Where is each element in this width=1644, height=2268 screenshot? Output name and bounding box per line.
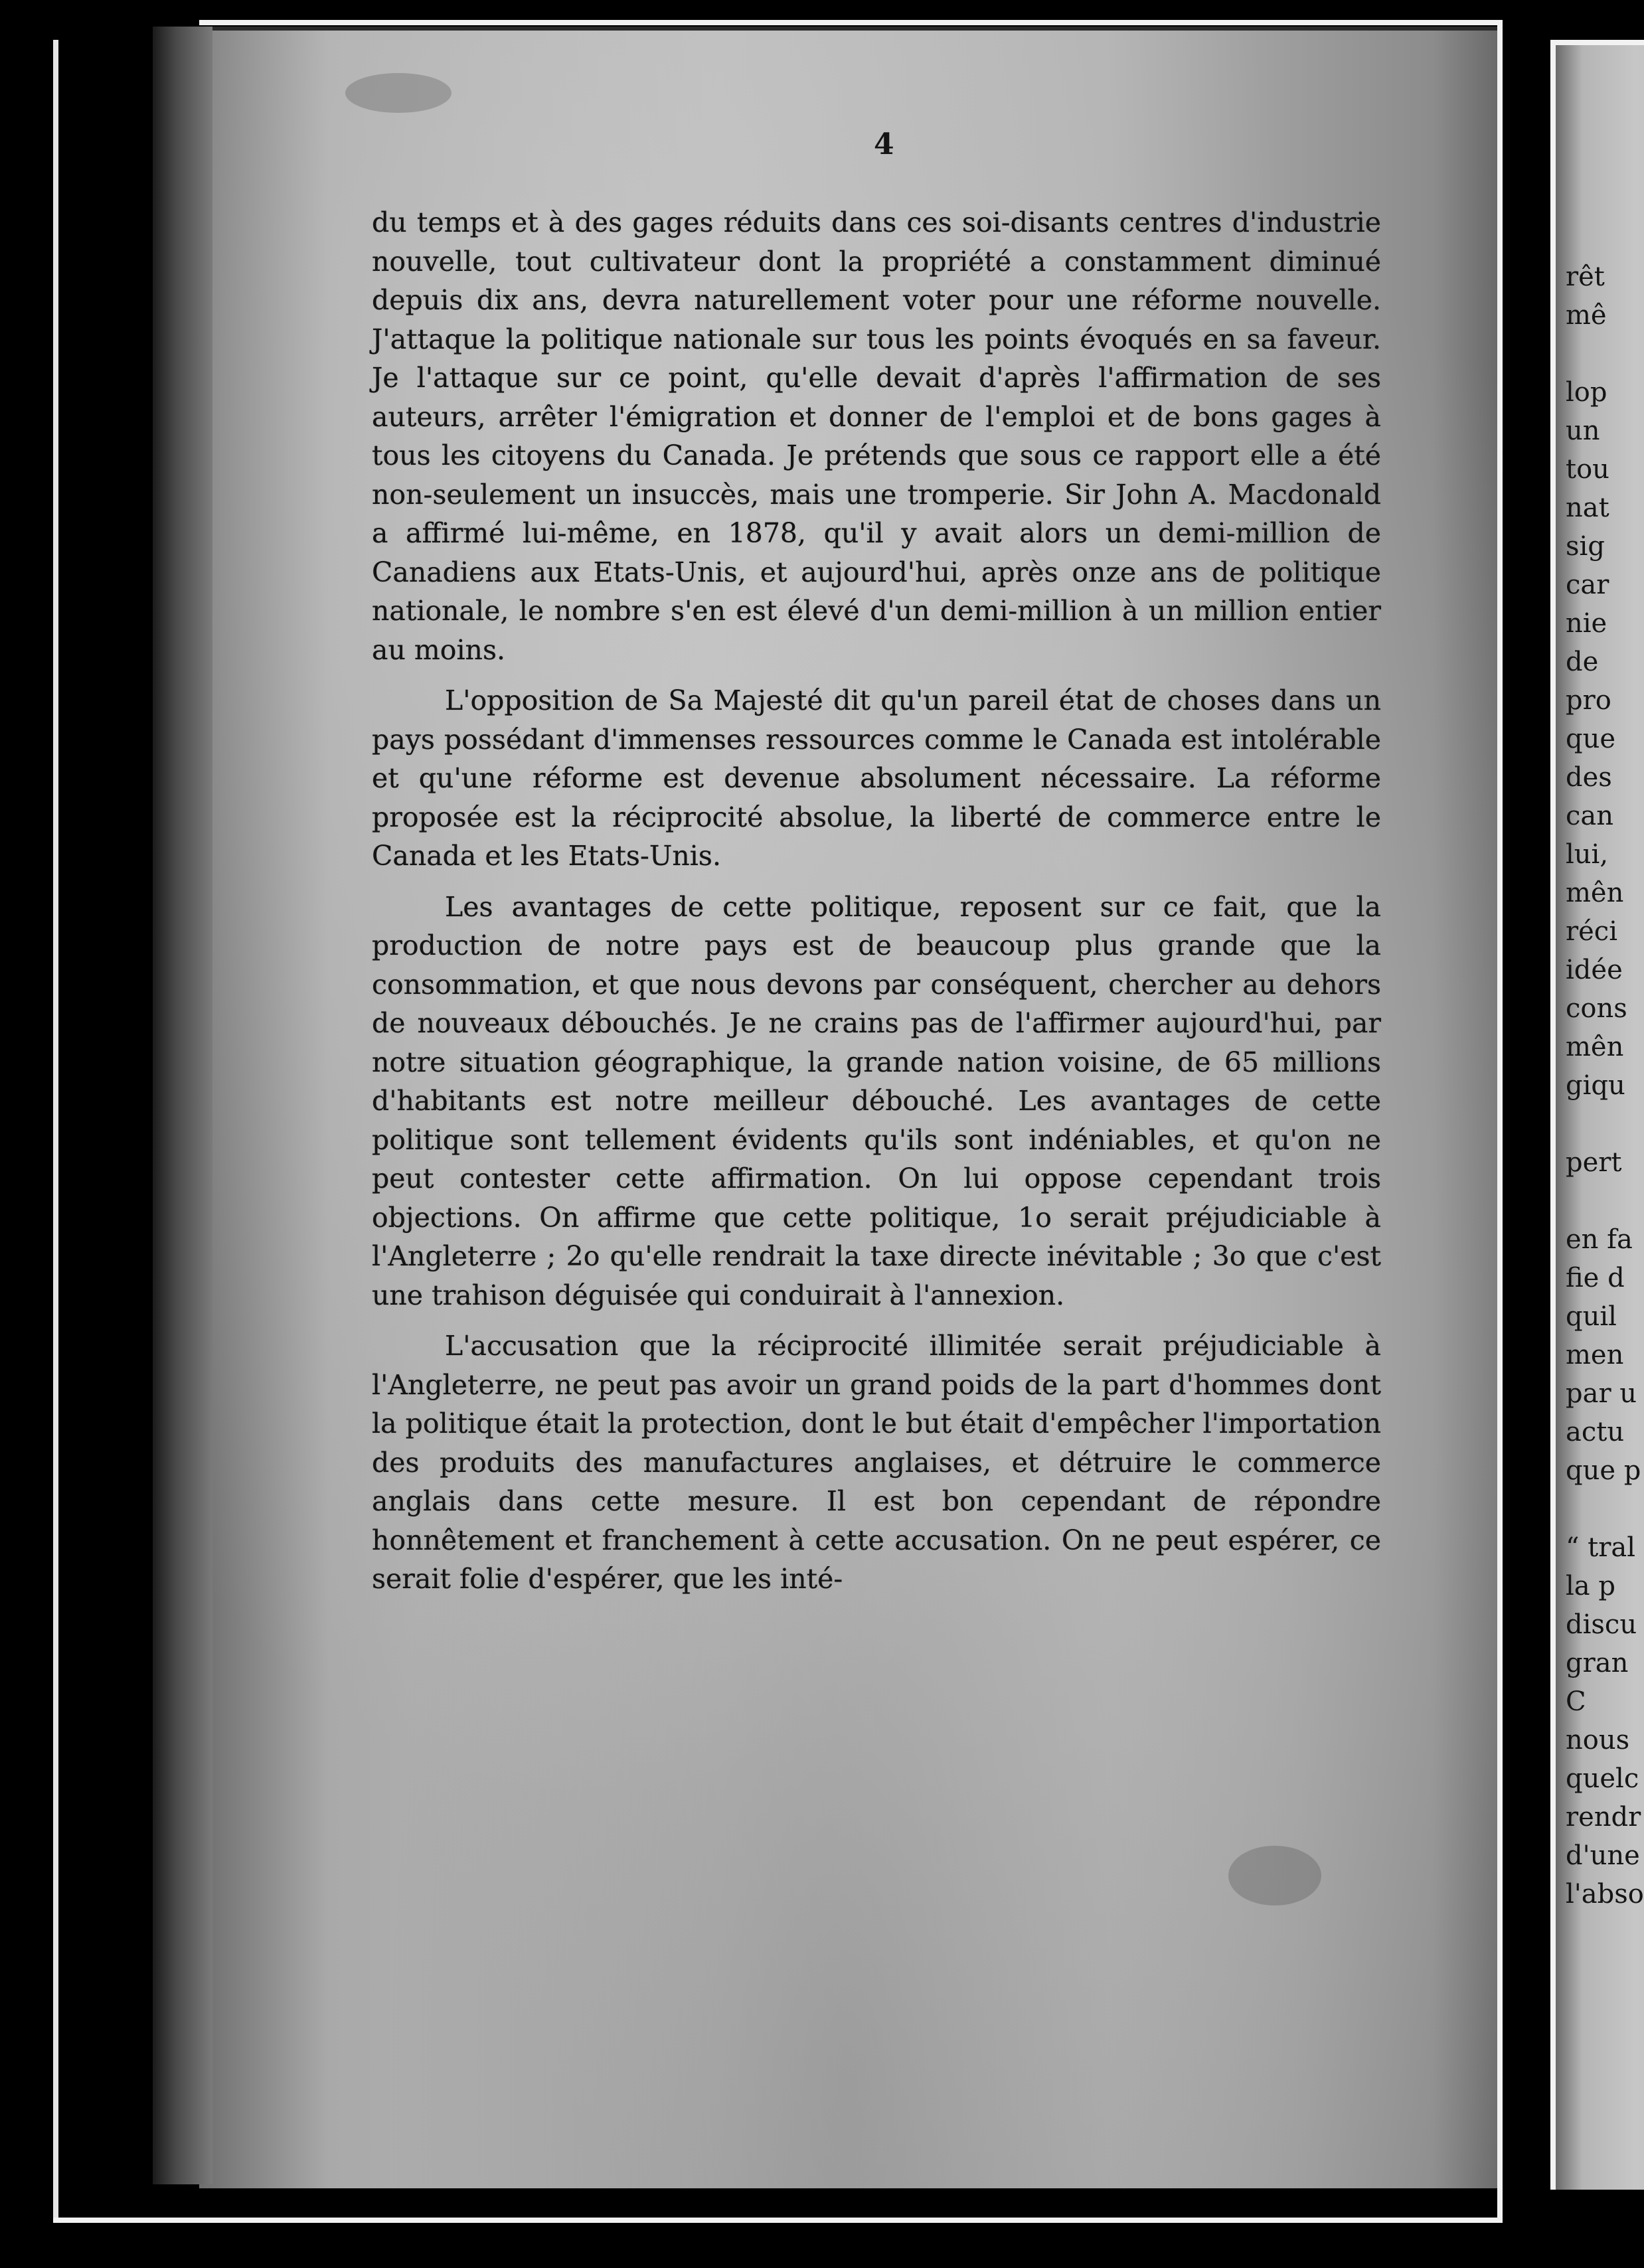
paragraph-3: Les avantages de cette politique, reposent sur ce fait, que la production de notre pays est de beaucoup plus grande que la consommation, et que nous devons par conséquent, chercher au dehors de nouveaux débouchés. Je ne crains pas de l'affirmer aujourd'hui, par notre situation géographique, la grande nation voisine, de 65 millions d'habitants est notre meilleur débouché. Les avantages de cette politique sont tellement évidents qu'ils sont indéniables, et qu'on ne peut contester cette affirmation. On lui oppose cependant trois objections. On affirme que cette politique, 1o serait préjudiciable à l'Angleterre ; 2o qu'elle rendrait la taxe directe inévitable ; 3o que c'est une trahison déguisée qui conduirait à l'annexion. bbox=[372, 890, 1381, 1311]
paragraph-1: du temps et à des gages réduits dans ces soi-disants centres d'industrie nouvelle, tout cultivateur dont la propriété a constamment diminué depuis dix ans, devra naturellement voter pour une réforme nouvelle. J'attaque la politique nationale sur tous les points évoqués en sa faveur. Je l'attaque sur ce point, qu'elle devait d'après l'affirmation de ses auteurs, arrêter l'émigration et donner de l'emploi et de bons gages à tous les citoyens du Canada. Je prétends que sous ce rapport elle a été non-seulement un insuccès, mais une tromperie. Sir John A. Macdonald a affirmé lui-même, en 1878, qu'il y avait alors un demi-million de Canadiens aux Etats-Unis, et aujourd'hui, après onze ans de politique nationale, le nombre s'en est élevé d'un demi-million à un million entier au moins. bbox=[372, 206, 1381, 666]
page-number: 4 bbox=[874, 127, 894, 161]
scan-frame-top bbox=[199, 20, 1501, 25]
scan-frame-bottom bbox=[53, 2218, 1501, 2223]
paragraph-2: L'opposition de Sa Majesté dit qu'un pareil état de choses dans un pays possédant d'immenses ressources comme le Canada est intolérable et qu'une réforme est devenue absolument nécessaire. La réforme proposée est la réciprocité absolue, la liberté de commerce entre le Canada et les Etats-Unis. bbox=[372, 685, 1381, 872]
adjacent-page bbox=[1550, 40, 1644, 2190]
scan-frame-right bbox=[1497, 20, 1503, 2223]
paper-stain bbox=[1228, 1846, 1321, 1905]
paper-stain bbox=[345, 73, 452, 113]
paragraph-4: L'accusation que la réciprocité illimitée serait préjudiciable à l'Angleterre, ne peut pas avoir un grand poids de la part d'hommes dont la politique était la protection, dont le but était d'empêcher l'importation des produits des manufactures anglaises, et détruire le commerce anglais dans cette mesure. Il est bon cependant de répondre honnêtement et franchement à cette accusation. On ne peut espérer, ce serait folie d'espérer, que les inté- bbox=[372, 1330, 1381, 1595]
adjacent-page-text: rêt mê lop un tou nat sig car nie de pro que des can lui, mên réci idée cons mên giqu pert en fa fie d quil men par u actu que p “ tral la p discu gran C nous quelc rendr d'une l'abso bbox=[1566, 262, 1644, 1909]
page-shadow-left bbox=[153, 27, 212, 2184]
scan-frame-left bbox=[53, 40, 58, 2223]
body-text bbox=[372, 203, 1381, 1599]
